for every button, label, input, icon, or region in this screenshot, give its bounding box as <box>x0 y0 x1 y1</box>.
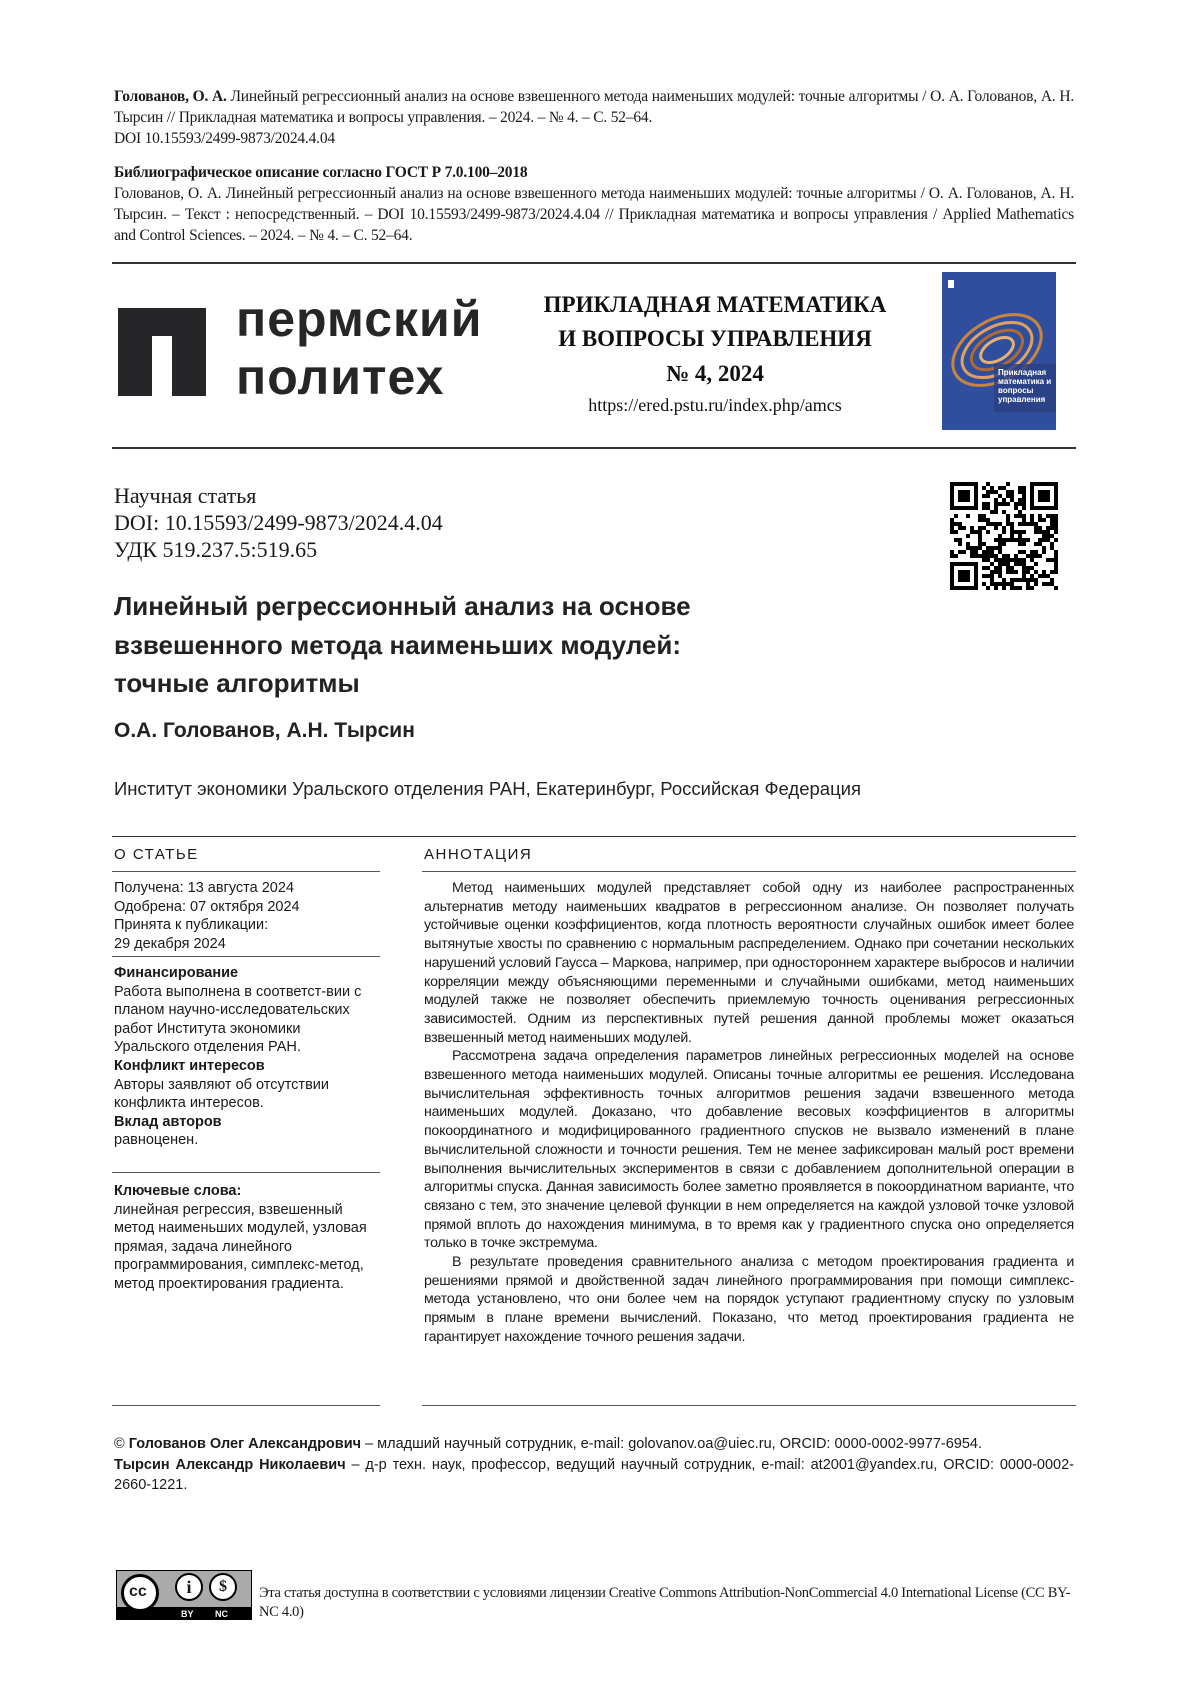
journal-url[interactable]: https://ered.pstu.ru/index.php/amcs <box>588 395 842 415</box>
article-affiliation: Институт экономики Уральского отделения РАН, Екатеринбург, Российская Федерация <box>114 778 862 799</box>
cc-by-nc-badge[interactable] <box>116 1570 252 1620</box>
divider <box>112 1405 380 1406</box>
nc-label: NC <box>215 1609 228 1619</box>
license-text: Эта статья доступна в соответствии с условиями лицензии Creative Commons Attribution-NonCommercial 4.0 International License (CC BY-NC 4.0) <box>259 1585 1071 1620</box>
article-meta <box>114 482 443 563</box>
divider <box>112 1172 380 1173</box>
divider <box>112 836 1076 837</box>
pstu-logo-text <box>236 290 483 406</box>
author2-text: – д-р техн. наук, профессор, ведущий научный сотрудник, e-mail: at2001@yandex.ru, ORCID: 0000-0002-2660-1221. <box>114 1456 1075 1493</box>
date-approved: Одобрена: 07 октября 2024 <box>114 898 300 915</box>
article-dates <box>114 879 380 953</box>
citation-author: Голованов, О. А. <box>114 88 227 105</box>
article-authors: О.А. Голованов, А.Н. Тырсин <box>114 719 415 742</box>
abstract-paragraph: Метод наименьших модулей представляет собой одну из наиболее распространенных альтернатив методу наименьших квадратов в регрессионном анализе. Он позволяет получать устойчивые оценки коэффициентов, когда плотность вероятности случайных ошибок имеет более вытянутые хвосты по сравнению с нормальным распределением. Однако при сочетании нескольких нарушений условий Гаусса – Маркова, например, при одностороннем характере выбросов и наличии корреляции между объясняющими переменными и случайными ошибками, метод наименьших модулей также не позволяет обеспечить приемлемую точность оценивания регрессионных зависимостей. Одним из перспективных путей решения данной проблемы может оказаться взвешенный метод наименьших модулей. <box>424 880 1074 1046</box>
bibliographic-text: Голованов, О. А. Линейный регрессионный анализ на основе взвешенного метода наименьших модулей: точные алгоритмы / О. А. Голованов, А. Н. Тырсин. – Текст : непосредственный. – DOI 10.15593/2499-9873/2024.4.04 // Прикладная математика и вопросы управления / Applied Mathematics and Control Sciences. – 2024. – № 4. – С. 52–64. <box>114 185 1074 244</box>
journal-cover-image <box>942 272 1056 430</box>
conflict-heading: Конфликт интересов <box>114 1057 265 1074</box>
abstract-paragraph: Рассмотрена задача определения параметров линейных регрессионных моделей на основе взвешенного метода наименьших модулей. Описаны точные алгоритмы ее решения. Исследована вычислительная эффективность точных алгоритмов решения задачи взвешенного метода наименьших модулей. Доказано, что добавление весовых коэффициентов в алгоритмы покоординатного и модифицированного градиентного спусков не вызвало изменений в плане вычислительной сложности и точности решения. Тем не менее зафиксирован малый рост времени выполнения вычислительных экспериментов в связи с добавлением дополнительной операции в алгоритмы спуска. Данная зависимость более заметно проявляется в покоординатном варианте, что связано с тем, это значение целевой функции в нем определяется на каждой узловой точке узловой прямой вплоть до нахождения минимума, в то время как у градиентного спуска оно определяется только в точке экстремума. <box>424 1048 1074 1252</box>
journal-masthead <box>520 288 910 418</box>
logo-line: пермский <box>236 291 483 347</box>
title-line: Линейный регрессионный анализ на основе <box>114 591 691 621</box>
keywords-text: линейная регрессия, взвешенный метод наименьших модулей, узловая прямая, задача линейного программирования, симплекс-метод, метод проектирования градиента. <box>114 1201 367 1292</box>
cc-icon <box>121 1574 159 1612</box>
date-accepted-label: Принята к публикации: <box>114 917 269 934</box>
funding-text: Работа выполнена в соответст-вии с планом научно-исследовательских работ Института экономики Уральского отделения РАН. <box>114 983 362 1056</box>
divider <box>112 871 380 872</box>
article-doi[interactable]: DOI: 10.15593/2499-9873/2024.4.04 <box>114 510 443 535</box>
author1-name: Голованов Олег Александрович <box>128 1436 362 1452</box>
abstract-body <box>424 879 1074 1347</box>
title-line: взвешенного метода наименьших модулей: <box>114 629 681 660</box>
funding-heading: Финансирование <box>114 965 239 981</box>
conflict-text: Авторы заявляют об отсутствии конфликта интересов. <box>114 1076 329 1112</box>
journal-title-line: И ВОПРОСЫ УПРАВЛЕНИЯ <box>558 326 872 351</box>
about-heading: О СТАТЬЕ <box>114 846 199 863</box>
abstract-heading: АННОТАЦИЯ <box>424 846 533 863</box>
by-label: BY <box>181 1609 194 1619</box>
citation-text: Линейный регрессионный анализ на основе взвешенного метода наименьших модулей: точные алгоритмы / О. А. Голованов, А. Н. Тырсин // Прикладная математика и вопросы управления. – 2024. – № 4. – С. 52–64. <box>114 88 1074 126</box>
contribution-text: равноценен. <box>114 1132 199 1149</box>
divider <box>112 956 380 957</box>
article-udk: УДК 519.237.5:519.65 <box>114 537 318 562</box>
divider <box>422 1405 1076 1406</box>
article-type: Научная статья <box>114 483 257 508</box>
date-accepted: 29 декабря 2024 <box>114 935 226 952</box>
divider <box>112 262 1076 264</box>
author1-text: – младший научный сотрудник, e-mail: golovanov.oa@uiec.ru, ORCID: 0000-0002-9977-6954. <box>361 1436 983 1452</box>
title-line: точные алгоритмы <box>114 668 360 698</box>
keywords <box>114 1182 380 1294</box>
pstu-logo-mark <box>118 308 206 396</box>
author2-name: Тырсин Александр Николаевич <box>114 1456 346 1473</box>
attribution-icon: i <box>175 1573 203 1601</box>
journal-issue: № 4, 2024 <box>666 361 764 386</box>
bibliographic-heading: Библиографическое описание согласно ГОСТ Р 7.0.100–2018 <box>114 164 528 181</box>
logo-line: политех <box>236 349 445 405</box>
citation <box>114 86 1074 149</box>
divider <box>112 447 1076 449</box>
article-notes <box>114 964 380 1150</box>
article-title <box>114 587 691 703</box>
author-info <box>114 1434 1074 1496</box>
cover-title: Прикладная математика и вопросы управления <box>998 368 1052 404</box>
abstract-paragraph: В результате проведения сравнительного анализа с методом проектирования градиента и решениями прямой и двойственной задач линейного программирования при помощи симплекс-метода установлено, что они более чем на порядок уступают градиентному спуску по узловым прямым в плане времени вычислений. Показано, что метод проектирования градиента не гарантирует нахождение точного решения задачи. <box>424 1254 1074 1345</box>
cc-label: cc <box>129 1583 147 1600</box>
citation-doi: DOI 10.15593/2499-9873/2024.4.04 <box>114 130 335 147</box>
noncommercial-icon: $ <box>209 1573 237 1601</box>
qr-code <box>950 482 1058 590</box>
date-received: Получена: 13 августа 2024 <box>114 880 295 896</box>
divider <box>422 871 1076 872</box>
keywords-heading: Ключевые слова: <box>114 1183 242 1199</box>
bibliographic-description <box>114 162 1074 246</box>
contribution-heading: Вклад авторов <box>114 1113 222 1130</box>
copyright-symbol: © <box>114 1436 125 1452</box>
journal-title-line: ПРИКЛАДНАЯ МАТЕМАТИКА <box>543 292 887 317</box>
